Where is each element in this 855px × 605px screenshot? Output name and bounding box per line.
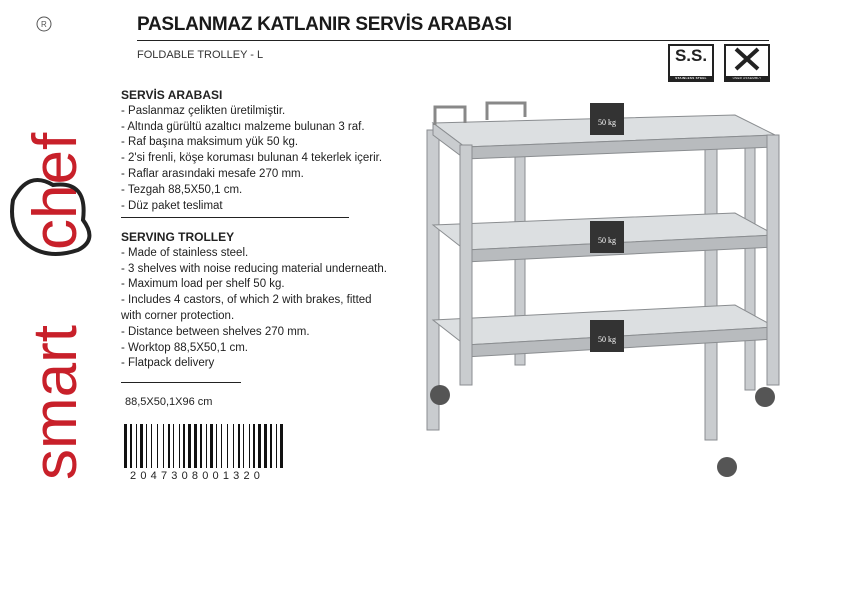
english-description: [121, 230, 387, 383]
barcode-bar: [206, 424, 207, 468]
barcode-bar: [233, 424, 234, 468]
barcode-bar: [270, 424, 272, 468]
subtitle: FOLDABLE TROLLEY - L: [137, 49, 264, 61]
feature-item: - Raflar arasındaki mesafe 270 mm.: [121, 167, 304, 180]
section-heading: SERVING TROLLEY: [121, 230, 235, 244]
user-assembly-badge: [724, 44, 770, 82]
barcode-number: 2047308001320: [130, 470, 265, 482]
barcode-bar: [173, 424, 174, 468]
trolley-photo: [405, 95, 805, 485]
barcode-bar: [136, 424, 137, 468]
barcode-bar: [280, 424, 283, 468]
barcode-bar: [253, 424, 255, 468]
barcode-bar: [157, 424, 158, 468]
barcode-bar: [179, 424, 180, 468]
assembly-caption: USER ASSEMBLY: [726, 76, 768, 80]
svg-text:chef: chef: [21, 132, 90, 250]
barcode-bar: [183, 424, 185, 468]
svg-text:R: R: [41, 20, 47, 29]
divider: [121, 382, 241, 383]
feature-item: - 2'si frenli, köşe koruması bulunan 4 tekerlek içerir.: [121, 152, 383, 165]
barcode-bar: [124, 424, 127, 468]
load-label: 50 kg: [598, 335, 616, 344]
feature-item: - Tezgah 88,5X50,1 cm.: [121, 183, 243, 196]
feature-item: - Paslanmaz çelikten üretilmiştir.: [121, 104, 286, 117]
barcode-bar: [188, 424, 191, 468]
feature-item: - Worktop 88,5X50,1 cm.: [121, 341, 248, 354]
barcode-bar: [264, 424, 267, 468]
barcode-bar: [227, 424, 228, 468]
load-label: 50 kg: [598, 118, 616, 127]
divider: [121, 217, 349, 218]
svg-text:smart: smart: [21, 325, 90, 480]
ss-label: S.S.: [674, 46, 708, 65]
feature-item: - Flatpack delivery: [121, 357, 215, 370]
load-label: 50 kg: [598, 236, 616, 245]
feature-item: - 3 shelves with noise reducing material underneath.: [121, 262, 387, 275]
ss-caption: STAINLESS STEEL: [670, 76, 712, 80]
barcode-bar: [140, 424, 143, 468]
feature-item: - Made of stainless steel.: [121, 246, 249, 259]
turkish-description: [121, 88, 382, 218]
smartchef-logo: [8, 10, 93, 480]
feature-item: - Includes 4 castors, of which 2 with brakes, fitted: [121, 294, 372, 307]
section-heading: SERVİS ARABASI: [121, 88, 223, 102]
barcode-bar: [216, 424, 217, 468]
dimensions: 88,5X50,1X96 cm: [125, 396, 213, 408]
barcode-bar: [276, 424, 277, 468]
barcode-bar: [258, 424, 261, 468]
barcode-bar: [200, 424, 202, 468]
page-title: PASLANMAZ KATLANIR SERVİS ARABASI: [137, 14, 512, 35]
barcode-bar: [194, 424, 197, 468]
stainless-steel-badge: [668, 44, 714, 82]
feature-item: - Distance between shelves 270 mm.: [121, 325, 310, 338]
barcode-bar: [249, 424, 250, 468]
divider: [137, 40, 769, 41]
barcode-bar: [238, 424, 240, 468]
barcode: [124, 424, 290, 468]
barcode-bar: [221, 424, 222, 468]
barcode-bar: [210, 424, 213, 468]
feature-item: - Maximum load per shelf 50 kg.: [121, 278, 285, 291]
barcode-bar: [168, 424, 170, 468]
barcode-bar: [151, 424, 152, 468]
barcode-bar: [146, 424, 147, 468]
tools-icon: [732, 46, 762, 72]
feature-item: with corner protection.: [121, 309, 235, 322]
barcode-bar: [163, 424, 164, 468]
feature-item: - Düz paket teslimat: [121, 199, 223, 212]
barcode-bar: [243, 424, 244, 468]
barcode-bar: [130, 424, 132, 468]
feature-item: - Raf başına maksimum yük 50 kg.: [121, 136, 299, 149]
feature-item: - Altında gürültü azaltıcı malzeme bulunan 3 raf.: [121, 120, 365, 133]
